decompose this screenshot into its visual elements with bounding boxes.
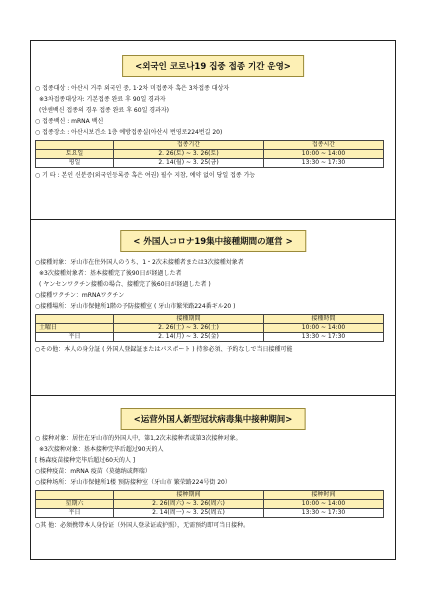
- korean-schedule-table: [35, 140, 384, 168]
- table-cell: 10:00 ~ 14:00: [264, 500, 384, 509]
- table-cell: 2. 14(月) ~ 3. 25(金): [114, 333, 264, 342]
- table-header-row: [36, 491, 384, 500]
- korean-line-target: ○ 접종대상 : 아산시 거주 외국인 중, 1·2차 미접종자 혹은 3차접종 대상자: [35, 85, 230, 92]
- chinese-line-target: ○ 接种对象：居住在牙山市的外国人中，第1,2次未接种者或第3次接种对象。: [35, 435, 242, 442]
- chinese-title: <运营外国人新型冠状病毒集中接种期间>: [121, 408, 306, 430]
- table-cell: 13:30 ~ 17:30: [264, 509, 384, 518]
- table-header-cell: 接種時間: [264, 315, 384, 324]
- japanese-line-janssen: ( ヤンセンワクチン接種の場合、接種完了後60日が経過した者 ): [39, 281, 211, 288]
- table-cell: 10:00 ~ 14:00: [264, 324, 384, 333]
- chinese-line-third-dose: ※3次接种对象：基本接种完毕后超过90天的人: [39, 446, 164, 453]
- chinese-line-vaccine: ○接种疫苗：mRNA 疫苗（莫德纳或辉瑞）: [35, 468, 151, 475]
- table-cell: 土曜日: [36, 324, 114, 333]
- japanese-body: [35, 257, 391, 355]
- japanese-title: < 外国人コロナ19集中接種期間の運営 >: [120, 230, 306, 252]
- korean-line-third-dose: ※3차접종대상자: 기본접종 완료 후 90일 경과자: [39, 96, 166, 103]
- table-row: [36, 333, 384, 342]
- chinese-line-janssen: [ 杨森疫苗接种完毕后超过60天的人 ]: [35, 457, 136, 464]
- chinese-section: [31, 396, 395, 559]
- chinese-schedule-table: [35, 490, 384, 518]
- korean-line-janssen: (얀센백신 접종의 경우 접종 완료 후 60일 경과자): [39, 107, 169, 114]
- table-cell: 2. 26(토) ~ 3. 26(토): [114, 150, 264, 159]
- table-header-cell: 接种时间: [264, 491, 384, 500]
- table-cell: 13:30 ~ 17:30: [264, 333, 384, 342]
- table-header-cell: 接种期间: [114, 491, 264, 500]
- japanese-line-target: ○接種対象：牙山市在住外国人のうち、1・2次未接種者または3次接種対象者: [35, 259, 244, 266]
- table-cell: 2. 26(周六) ~ 3. 26(周六): [114, 500, 264, 509]
- table-header-cell: [36, 315, 114, 324]
- chinese-body: [35, 433, 391, 531]
- korean-title: <외국인 코로나19 집중 접종 기간 운영>: [122, 55, 304, 77]
- korean-section: [31, 41, 395, 220]
- korean-body: [35, 83, 391, 181]
- table-row: [36, 324, 384, 333]
- table-header-cell: [36, 141, 114, 150]
- korean-line-note: ○ 기 타 : 본인 신분증(외국인등록증 혹은 여권) 필수 지참, 예약 없이 당일 접종 가능: [35, 172, 256, 179]
- table-header-row: [36, 141, 384, 150]
- table-header-cell: 접종기간: [114, 141, 264, 150]
- table-header-cell: [36, 491, 114, 500]
- table-row: [36, 159, 384, 168]
- table-row: [36, 150, 384, 159]
- japanese-line-third-dose: ※3次接種対象者：基本接種完了後90日が経過した者: [39, 270, 182, 277]
- table-cell: 토요일: [36, 150, 114, 159]
- table-header-cell: 接種期間: [114, 315, 264, 324]
- table-header-row: [36, 315, 384, 324]
- table-cell: 平日: [36, 333, 114, 342]
- table-row: [36, 500, 384, 509]
- table-row: [36, 509, 384, 518]
- table-cell: 2. 26(土) ~ 3. 26(土): [114, 324, 264, 333]
- table-cell: 平日: [36, 509, 114, 518]
- japanese-line-location: ○接種場所：牙山市保健所1階の予防接種室 ( 牙山市繁栄路224番ギル20 ): [35, 303, 236, 310]
- chinese-line-location: ○接种场所：牙山市保健所1楼 预防接种室（牙山市 繁荣路224号街 20）: [35, 479, 231, 486]
- table-cell: 13:30 ~ 17:30: [264, 159, 384, 168]
- table-cell: 10:00 ~ 14:00: [264, 150, 384, 159]
- japanese-line-vaccine: ○接種ワクチン：mRNAワクチン: [35, 292, 125, 299]
- japanese-line-note: ○その他：本人の身分証 ( 外国人登録証またはパスポート ) 持参必須、予約なしで当日接種可能: [35, 346, 293, 353]
- korean-line-location: ○ 접종장소 : 아산시보건소 1층 예방접종실(아산시 번영로224번길 20): [35, 129, 223, 136]
- table-cell: 2. 14(周一) ~ 3. 25(周五): [114, 509, 264, 518]
- table-cell: 星期六: [36, 500, 114, 509]
- chinese-line-note: ○其 他：必须携带本人身份证（外国人登录证或护照），无需预约即可当日接种。: [35, 522, 250, 529]
- table-cell: 2. 14(월) ~ 3. 25(금): [114, 159, 264, 168]
- japanese-schedule-table: [35, 314, 384, 342]
- notice-frame: [30, 40, 396, 560]
- table-header-cell: 접종시간: [264, 141, 384, 150]
- japanese-section: [31, 220, 395, 396]
- table-cell: 평일: [36, 159, 114, 168]
- korean-line-vaccine: ○ 접종백신 : mRNA 백신: [35, 118, 104, 125]
